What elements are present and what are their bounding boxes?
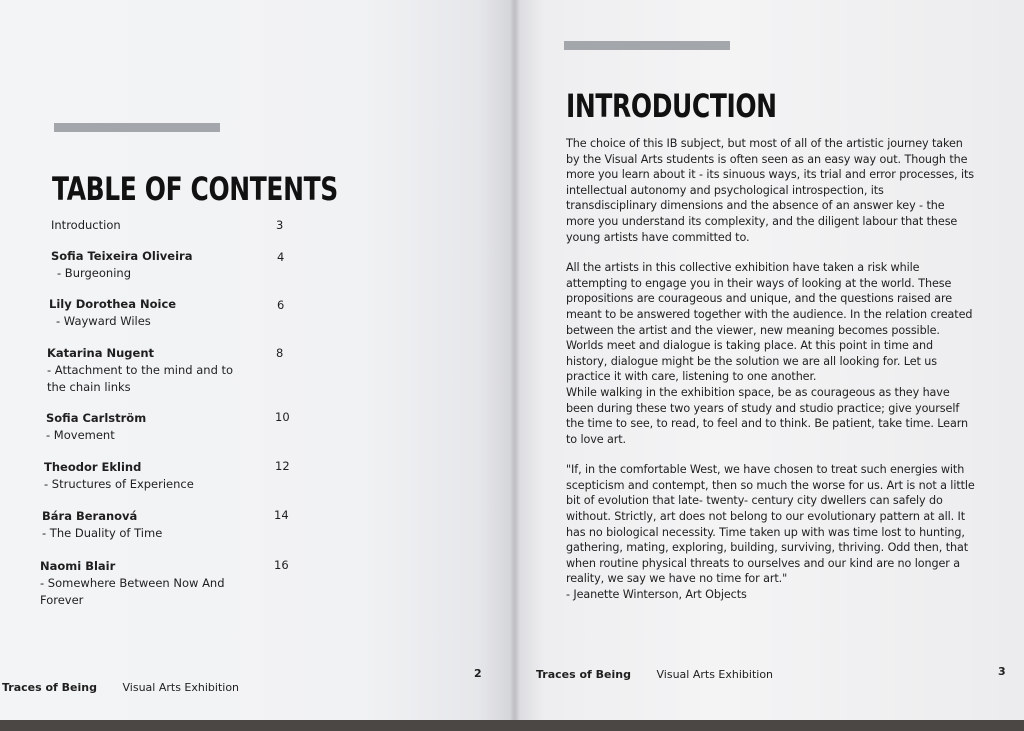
page-footer	[2, 681, 239, 694]
toc-entry-title: Introduction	[51, 218, 121, 232]
toc-page-number: 12	[275, 459, 290, 473]
book-gutter	[510, 0, 520, 722]
intro-paragraph: The choice of this IB subject, but most of all of the artistic journey taken by the Visual Arts students is often seen as an easy way out. Though the more you learn about it - its sinuous ways, its trial and error processes, its intellectual autonomy and psychological introspection, its transdisciplinary dimensions and the absence of an answer key - the more you understand its complexity, and the diligent labour that these young artists have committed to.	[566, 137, 974, 244]
footer-title: Traces of Being	[536, 668, 631, 681]
page-number: 2	[474, 667, 482, 680]
toc-page-number: 3	[276, 218, 284, 232]
page-footer	[536, 668, 773, 681]
quote: "If, in the comfortable West, we have chosen to treat such energies with scepticism and contempt, then so much the worse for us. Art is not a little bit of evolution that late- twenty- century city dwellers can safely do without. Strictly, art does not belong to our evolutionary pattern at all. It has no biological necessity. Time taken up with was time lost to hunting, gathering, mating, exploring, building, surviving, thriving. Odd then, that when routine physical threats to ourselves and our kind are no longer a reality, we say we have no time for art."	[566, 463, 975, 586]
toc-entry	[49, 296, 259, 330]
intro-heading: INTRODUCTION	[566, 87, 777, 125]
toc-entry-artist: Bára Beranová	[42, 509, 138, 523]
toc-entry-title: - The Duality of Time	[42, 526, 163, 540]
toc-entry-artist: Sofia Carlström	[46, 411, 147, 425]
toc-entry	[44, 459, 264, 493]
toc-entry-artist: Naomi Blair	[40, 559, 116, 573]
intro-paragraph: While walking in the exhibition space, be as courageous as they have been during these two years of study and studio practice; give yourself the time to see, to read, to feel and to think. Be patient, take time. Learn to love art.	[566, 385, 969, 446]
toc-page-number: 6	[277, 298, 285, 312]
decorative-bar	[54, 123, 220, 132]
toc-page-number: 14	[274, 508, 289, 522]
toc-heading: TABLE OF CONTENTS	[52, 170, 338, 208]
toc-entry	[40, 558, 245, 609]
quote-attribution: - Jeanette Winterson, Art Objects	[566, 588, 747, 602]
intro-paragraph: All the artists in this collective exhibition have taken a risk while attempting to engage you in their ways of looking at the world. These propositions are courageous and unique, and the questions raised are meant to be answered together with the audience. In the relation created between the artist and the viewer, new meaning becomes possible. Worlds meet and dialogue is taking place. At this point in time and history, dialogue might be the solution we are all looking for. Let us practice it with care, listening to one another.	[566, 261, 973, 384]
toc-entry	[47, 345, 252, 396]
page-number: 3	[998, 665, 1006, 678]
toc-entry-title: - Movement	[46, 428, 115, 442]
toc-page-number: 8	[276, 346, 284, 360]
toc-entry-artist: Sofia Teixeira Oliveira	[51, 249, 193, 263]
toc-entry	[46, 410, 256, 444]
toc-entry-artist: Theodor Eklind	[44, 460, 142, 474]
toc-entry	[51, 248, 251, 282]
intro-body	[566, 136, 976, 603]
toc-entry-introduction	[51, 217, 251, 234]
footer-subtitle: Visual Arts Exhibition	[122, 681, 240, 694]
toc-page-number: 10	[275, 410, 290, 424]
toc-entry-title: - Structures of Experience	[44, 477, 194, 491]
toc-page-number: 4	[277, 250, 285, 264]
toc-page-number: 16	[274, 558, 289, 572]
decorative-bar	[564, 41, 730, 50]
toc-entry-title: - Somewhere Between Now And Forever	[40, 576, 225, 607]
footer-title: Traces of Being	[2, 681, 97, 694]
footer-subtitle: Visual Arts Exhibition	[656, 668, 774, 681]
toc-entry-artist: Lily Dorothea Noice	[49, 297, 177, 311]
toc-entry-title: - Attachment to the mind and to the chain links	[47, 363, 234, 394]
toc-entry	[42, 508, 262, 542]
left-page	[0, 0, 514, 722]
toc-entry-title: - Burgeoning	[57, 266, 131, 280]
right-page	[514, 0, 1024, 720]
table-surface	[0, 720, 1024, 731]
toc-entry-title: - Wayward Wiles	[56, 314, 151, 328]
toc-entry-artist: Katarina Nugent	[47, 346, 155, 360]
